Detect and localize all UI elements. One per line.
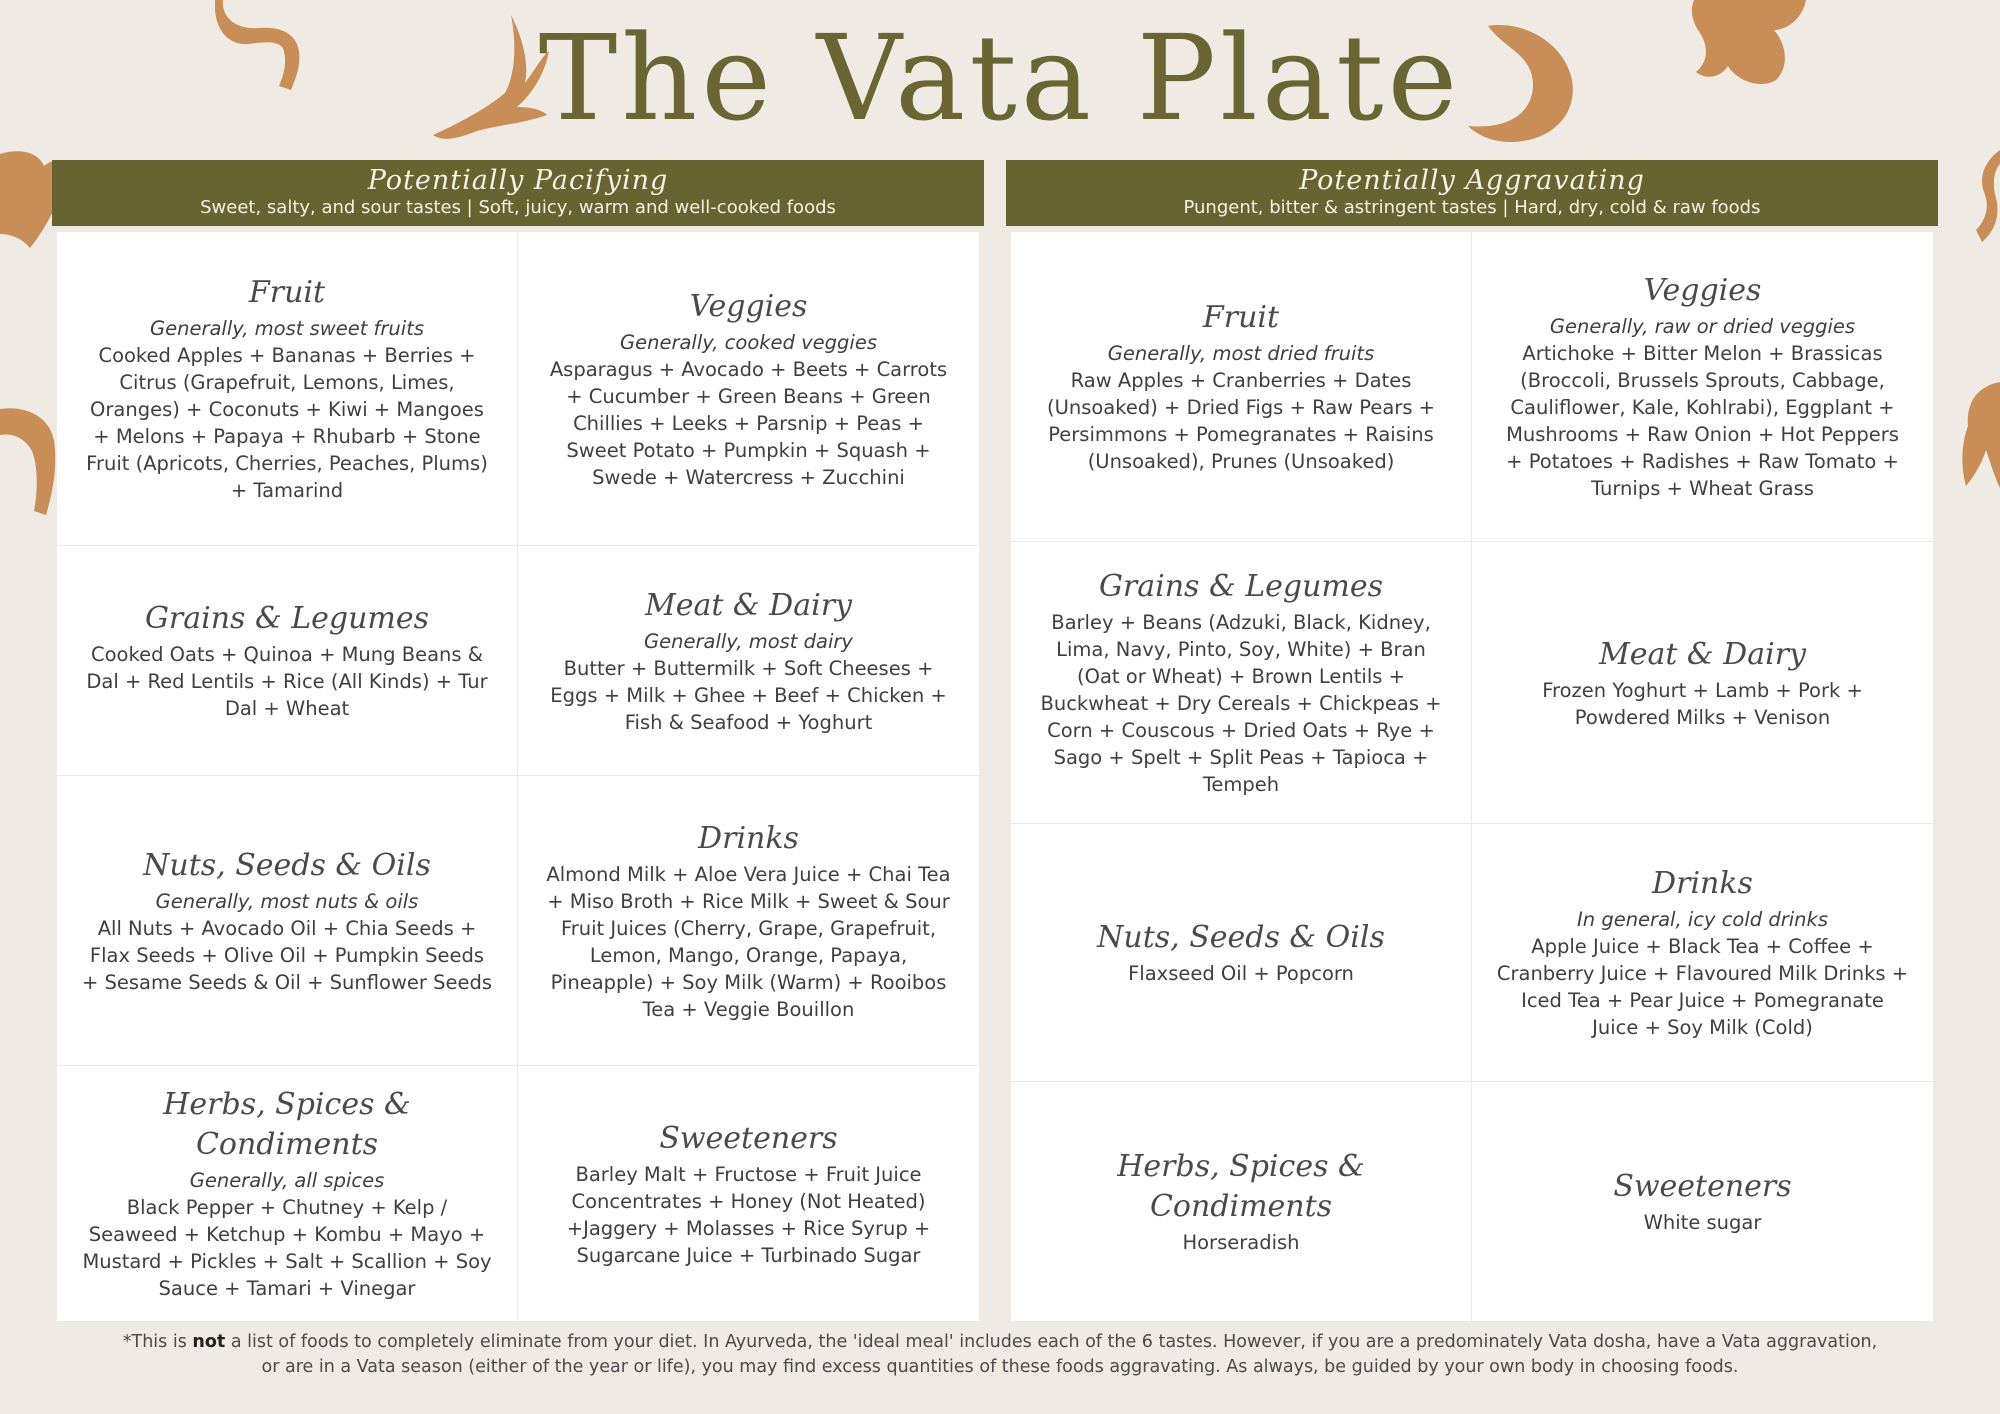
cell-heading: Herbs, Spices & Condiments [163, 1087, 411, 1162]
pacifying-nuts-cell [57, 776, 518, 1066]
pacifying-meat-dairy-cell [518, 546, 979, 776]
cell-general: Generally, raw or dried veggies [1549, 315, 1856, 338]
page-title: The Vata Plate [538, 9, 1462, 147]
pacifying-panel [52, 160, 984, 1322]
aggravating-drinks-cell [1472, 824, 1933, 1082]
aggravating-heading: Potentially Aggravating [1299, 165, 1645, 196]
pacifying-subheading: Sweet, salty, and sour tastes | Soft, juicy, warm and well-cooked foods [200, 197, 836, 218]
cell-heading: Meat & Dairy [644, 587, 852, 623]
cell-items: Horseradish [1182, 1231, 1300, 1254]
cell-heading: Grains & Legumes [1098, 569, 1384, 604]
cell-general: Generally, most dairy [644, 629, 853, 653]
cell-heading: Fruit [1202, 300, 1280, 335]
footnote-prefix: *This is [122, 1332, 187, 1352]
aggravating-veggies-cell [1472, 232, 1933, 542]
cell-items: Black Pepper + Chutney + Kelp / Seaweed + Ketchup + Kombu + Mayo + Mustard + Pickles + Salt + Scallion + Soy Sauce + Tamari + Vinegar [82, 1196, 492, 1300]
pacifying-fruit-cell [57, 232, 518, 546]
footnote-line-1 [0, 1330, 2000, 1355]
pacifying-grid [57, 232, 979, 1322]
aggravating-panel [1006, 160, 1938, 1322]
cell-general: Generally, all spices [189, 1169, 385, 1192]
cell-items: Barley Malt + Fructose + Fruit Juice Concentrates + Honey (Not Heated) +Jaggery + Molasses + Rice Syrup + Sugarcane Juice + Turbinado Sugar [566, 1162, 931, 1267]
pacifying-grains-cell [57, 546, 518, 776]
cell-items: Butter + Buttermilk + Soft Cheeses + Eggs + Milk + Ghee + Beef + Chicken + Fish & Seafood + Yoghurt [550, 656, 947, 734]
aggravating-subheading: Pungent, bitter & astringent tastes | Hard, dry, cold & raw foods [1183, 197, 1761, 218]
pacifying-herbs-cell [57, 1066, 518, 1322]
cell-items: Flaxseed Oil + Popcorn [1128, 962, 1354, 985]
arch-decoration-left-middle [0, 405, 56, 515]
swirl-decoration-right-top [1972, 150, 2000, 250]
leaf-decoration-right-middle [1960, 382, 2000, 492]
pacifying-sweeteners-cell [518, 1066, 979, 1322]
aggravating-nuts-cell [1011, 824, 1472, 1082]
cell-heading: Drinks [698, 820, 799, 856]
aggravating-sweeteners-cell [1472, 1082, 1933, 1322]
aggravating-grains-cell [1011, 542, 1472, 824]
cell-heading: Herbs, Spices & Condiments [1117, 1149, 1365, 1224]
cell-items: Barley + Beans (Adzuki, Black, Kidney, Lima, Navy, Pinto, Soy, White) + Bran (Oat or Wheat) + Brown Lentils + Buckwheat + Dry Cereals + Chickpeas + Corn + Couscous + Dried Oats + Rye + Sago + Spelt + Split Peas + Tapioca + Tempeh [1040, 611, 1442, 796]
cell-items: Raw Apples + Cranberries + Dates (Unsoaked) + Dried Figs + Raw Pears + Persimmons + Pomegranates + Raisins (Unsoaked), Prunes (Unsoaked) [1046, 369, 1436, 473]
footnote-line1-rest: a list of foods to completely eliminate from your diet. In Ayurveda, the 'ideal meal' includes each of the 6 tastes. However, if you are a predominately Vata dosha, have a Vata aggravation, [230, 1332, 1878, 1352]
cell-heading: Grains & Legumes [144, 601, 430, 636]
cell-heading: Fruit [248, 275, 326, 310]
cell-heading: Veggies [689, 288, 808, 324]
cell-items: Almond Milk + Aloe Vera Juice + Chai Tea + Miso Broth + Rice Milk + Sweet & Sour Fruit Juices (Cherry, Grape, Grapefruit, Lemon, Mango, Orange, Papaya, Pineapple) + Soy Milk (Warm) + Rooibos Tea + Veggie Bouillon [546, 862, 951, 1021]
cell-items: Apple Juice + Black Tea + Coffee + Cranberry Juice + Flavoured Milk Drinks + Iced Tea + Pear Juice + Pomegranate Juice + Soy Milk (Cold) [1496, 935, 1909, 1039]
cell-items: Cooked Oats + Quinoa + Mung Beans & Dal + Red Lentils + Rice (All Kinds) + Tur Dal + Wheat [86, 643, 488, 720]
cell-items: Asparagus + Avocado + Beets + Carrots + Cucumber + Green Beans + Green Chillies + Leeks + Parsnip + Peas + Sweet Potato + Pumpkin + Squash + Swede + Watercress + Zucchini [549, 357, 948, 489]
footnote-bold: not [192, 1332, 226, 1352]
cell-items: Frozen Yoghurt + Lamb + Pork + Powdered Milks + Venison [1542, 678, 1863, 729]
cell-heading: Veggies [1643, 273, 1762, 308]
cell-heading: Nuts, Seeds & Oils [143, 847, 431, 883]
pacifying-banner [52, 160, 984, 226]
aggravating-grid [1011, 232, 1933, 1322]
pacifying-drinks-cell [518, 776, 979, 1066]
cell-items: Cooked Apples + Bananas + Berries + Citrus (Grapefruit, Lemons, Limes, Oranges) + Coconuts + Kiwi + Mangoes + Melons + Papaya + Rhubarb + Stone Fruit (Apricots, Cherries, Peaches, Plums) + Tamarind [86, 344, 488, 502]
cell-general: In general, icy cold drinks [1577, 908, 1828, 931]
cell-heading: Meat & Dairy [1598, 636, 1806, 672]
cell-items: White sugar [1643, 1211, 1762, 1234]
cell-items: Artichoke + Bitter Melon + Brassicas (Broccoli, Brussels Sprouts, Cabbage, Cauliflower, Kale, Kohlrabi), Eggplant + Mushrooms + Raw Onion + Hot Peppers + Potatoes + Radishes + Raw Tomato + Turnips + Wheat Grass [1506, 342, 1899, 500]
pacifying-heading: Potentially Pacifying [367, 165, 669, 196]
cell-heading: Sweeteners [659, 1120, 838, 1156]
footnote-line-2: or are in a Vata season (either of the year or life), you may find excess quantities of these foods aggravating. As always, be guided by your own body in choosing foods. [261, 1357, 1739, 1377]
cell-heading: Sweeteners [1613, 1169, 1792, 1204]
aggravating-herbs-cell [1011, 1082, 1472, 1322]
pacifying-veggies-cell [518, 232, 979, 546]
cell-general: Generally, most dried fruits [1107, 342, 1375, 365]
footnote [0, 1330, 2000, 1380]
cell-general: Generally, most nuts & oils [155, 889, 419, 913]
cell-items: All Nuts + Avocado Oil + Chia Seeds + Flax Seeds + Olive Oil + Pumpkin Seeds + Sesame Seeds & Oil + Sunflower Seeds [81, 916, 493, 994]
aggravating-banner [1006, 160, 1938, 226]
aggravating-meat-dairy-cell [1472, 542, 1933, 824]
cell-general: Generally, cooked veggies [619, 330, 877, 354]
cell-heading: Nuts, Seeds & Oils [1097, 920, 1385, 955]
aggravating-fruit-cell [1011, 232, 1472, 542]
cell-general: Generally, most sweet fruits [149, 317, 425, 340]
cell-heading: Drinks [1652, 866, 1753, 901]
